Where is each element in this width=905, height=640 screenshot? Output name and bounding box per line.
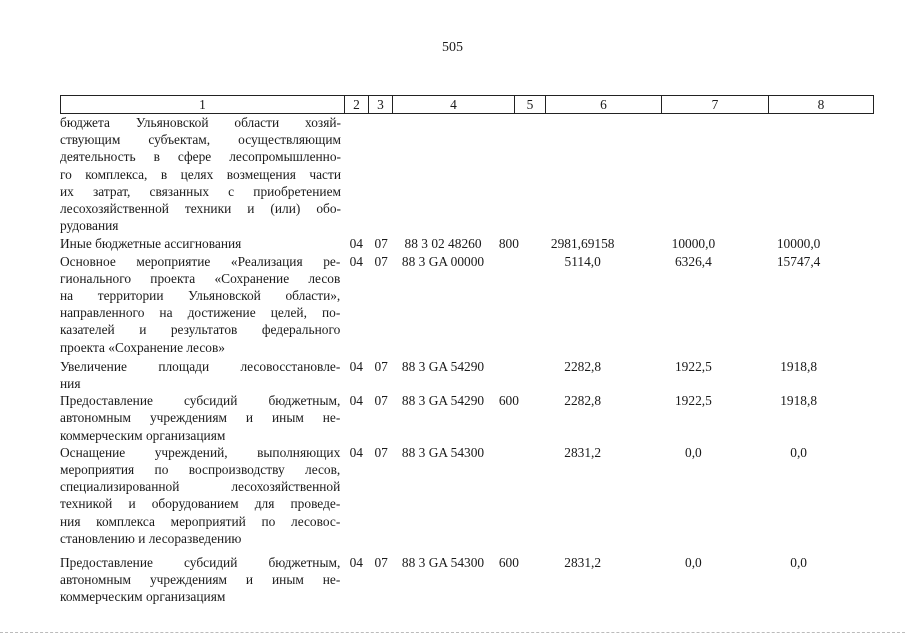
description-line: ния комплекса мероприятий по лесовос-	[60, 513, 341, 529]
description-line: коммерческим организациям	[60, 427, 226, 443]
table-row	[60, 358, 852, 392]
row-value-col7: 10000,0	[671, 236, 716, 252]
description-line: их затрат, связанных с приобретением	[60, 183, 341, 199]
row-expense-type: 600	[498, 555, 519, 571]
description-line: Увеличение площади лесовосстановле-	[60, 358, 341, 374]
description-line: рудования	[60, 218, 119, 234]
table-row	[60, 114, 852, 234]
row-description	[60, 554, 340, 606]
row-subsection: 07	[374, 253, 388, 269]
table-row	[60, 554, 852, 606]
description-line: направленного на достижение целей, по-	[60, 305, 341, 321]
page-bottom-edge	[0, 632, 905, 634]
description-line: ствующим субъектам, осуществляющим	[60, 132, 341, 148]
table-body	[60, 114, 852, 606]
description-line: специализированной лесохозяйственной	[60, 479, 341, 495]
row-target-article: 88 3 GA 54290	[401, 358, 485, 374]
row-subsection: 07	[374, 393, 388, 409]
column-header-3: 3	[369, 96, 393, 114]
column-header-4: 4	[393, 96, 515, 114]
row-value-col6: 2831,2	[564, 555, 602, 571]
row-target-article: 88 3 GA 00000	[401, 253, 485, 269]
column-header-row	[61, 96, 874, 114]
column-header-6: 6	[546, 96, 662, 114]
row-value-col7: 1922,5	[674, 358, 712, 374]
table-row	[60, 444, 852, 547]
row-expense-type: 600	[498, 393, 519, 409]
column-header-8: 8	[769, 96, 874, 114]
row-value-col6: 2282,8	[564, 358, 602, 374]
column-header-1: 1	[61, 96, 345, 114]
row-expense-type: 800	[498, 236, 519, 252]
description-line: казателей и результатов федерального	[60, 322, 341, 338]
row-description	[60, 358, 340, 392]
row-description	[60, 392, 340, 444]
table-row	[60, 253, 852, 356]
row-section: 04	[349, 236, 363, 252]
row-subsection: 07	[374, 358, 388, 374]
row-value-col6: 2981,69158	[550, 236, 615, 252]
row-section: 04	[349, 555, 363, 571]
description-line: Иные бюджетные ассигнования	[60, 236, 242, 252]
row-section: 04	[349, 444, 363, 460]
description-line: бюджета Ульяновской области хозяй-	[60, 115, 341, 130]
row-target-article: 88 3 GA 54300	[401, 555, 485, 571]
row-value-col6: 2831,2	[564, 444, 602, 460]
row-description	[60, 114, 341, 234]
description-line: автономным учреждениям и иным не-	[60, 410, 341, 426]
column-header-2: 2	[345, 96, 369, 114]
column-header-table	[60, 95, 874, 114]
row-subsection: 07	[374, 555, 388, 571]
row-description	[60, 253, 340, 356]
page-number: 505	[442, 40, 463, 55]
description-line: деятельность в сфере лесопромышленно-	[60, 149, 341, 165]
row-value-col6: 2282,8	[564, 393, 602, 409]
description-line: ния	[60, 376, 81, 392]
row-section: 04	[349, 393, 363, 409]
row-target-article: 88 3 GA 54290	[401, 393, 485, 409]
description-line: лесохозяйственной техники и (или) обо-	[60, 201, 341, 217]
row-value-col8: 0,0	[790, 444, 807, 460]
column-header-7: 7	[662, 96, 769, 114]
table-row	[60, 392, 852, 444]
description-line: коммерческим организациям	[60, 589, 226, 605]
row-value-col7: 0,0	[685, 555, 702, 571]
description-line: Предоставление субсидий бюджетным,	[60, 555, 341, 571]
row-value-col8: 10000,0	[776, 236, 821, 252]
description-line: гионального проекта «Сохранение лесов	[60, 270, 341, 286]
description-line: техникой и оборудованием для проведе-	[60, 496, 341, 512]
description-line: на территории Ульяновской области»,	[60, 288, 341, 304]
description-line: Основное мероприятие «Реализация ре-	[60, 253, 341, 269]
row-value-col8: 1918,8	[780, 358, 818, 374]
column-header-5: 5	[515, 96, 546, 114]
row-value-col8: 15747,4	[776, 253, 821, 269]
row-target-article: 88 3 02 48260	[404, 236, 482, 252]
row-value-col8: 1918,8	[780, 393, 818, 409]
row-value-col7: 6326,4	[674, 253, 712, 269]
description-line: го комплекса, в целях возмещения части	[60, 166, 341, 182]
row-value-col7: 1922,5	[674, 393, 712, 409]
row-description	[60, 444, 340, 547]
description-line: Предоставление субсидий бюджетным,	[60, 393, 341, 409]
row-value-col6: 5114,0	[564, 253, 601, 269]
description-line: проекта «Сохранение лесов»	[60, 339, 225, 355]
table-row	[60, 235, 852, 252]
description-line: становлению и лесоразведению	[60, 530, 242, 546]
description-line: Оснащение учреждений, выполняющих	[60, 444, 341, 460]
row-subsection: 07	[374, 444, 388, 460]
description-line: мероприятия по воспроизводству лесов,	[60, 462, 341, 478]
row-subsection: 07	[374, 236, 388, 252]
row-section: 04	[349, 358, 363, 374]
row-target-article: 88 3 GA 54300	[401, 444, 485, 460]
description-line: автономным учреждениям и иным не-	[60, 572, 341, 588]
row-section: 04	[349, 253, 363, 269]
row-value-col7: 0,0	[685, 444, 702, 460]
row-description	[60, 235, 340, 252]
row-value-col8: 0,0	[790, 555, 807, 571]
